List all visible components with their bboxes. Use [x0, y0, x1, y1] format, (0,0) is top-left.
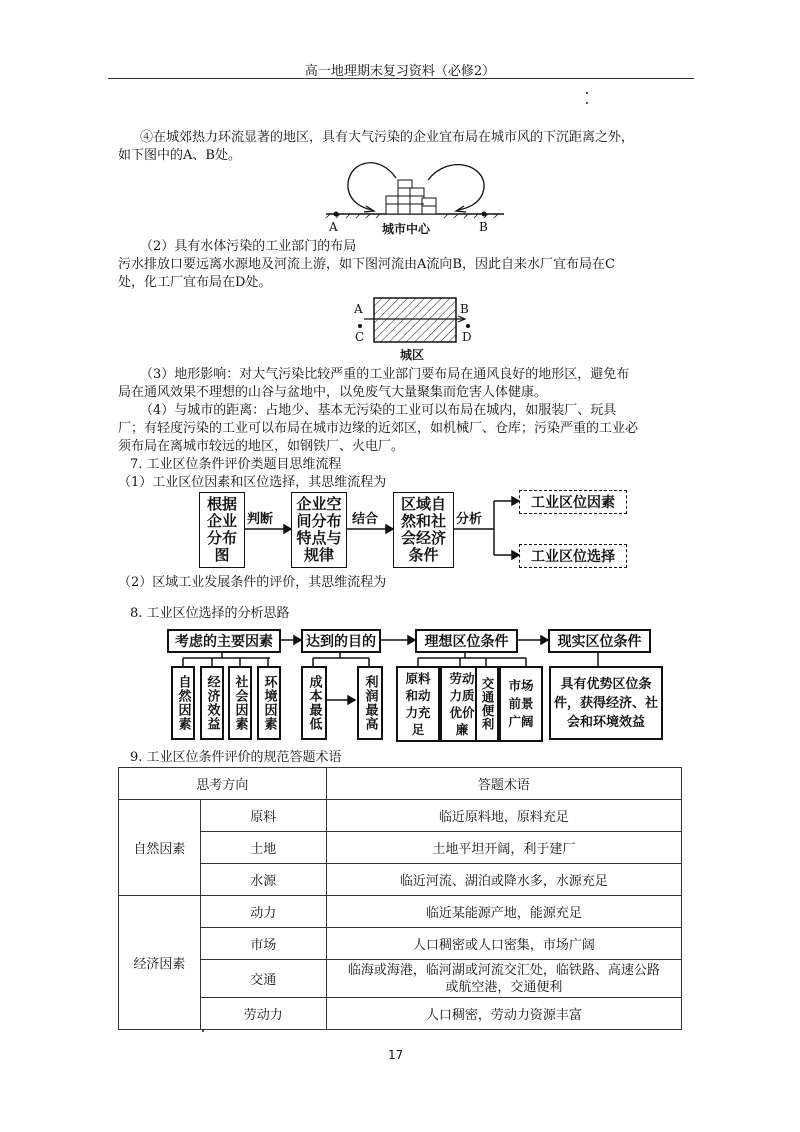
row-value: 临近某能源产地，能源充足 — [326, 896, 681, 928]
box-line: 前景 — [508, 696, 534, 711]
goal-min-cost: 成本最低 — [301, 666, 327, 740]
row-value: 临近原料地，原料充足 — [326, 800, 681, 832]
box-line: 区域自 — [400, 495, 446, 513]
box-line: 优价 — [449, 705, 475, 720]
paragraph-line: 厂；有轻度污染的工业可以布局在城市边缘的近郊区，如机械厂、仓库；污染严重的工业必 — [118, 421, 639, 436]
paragraph-line: 处，化工厂宜布局在D处。 — [118, 275, 272, 290]
box-line: 件，获得经济、社 — [553, 695, 658, 711]
box-line: 根据 — [206, 495, 237, 513]
box-line: 劳动 — [449, 671, 475, 686]
row-key: 土地 — [200, 832, 326, 864]
label-a: A — [354, 302, 363, 316]
box-line: 规律 — [303, 546, 334, 564]
box-line: 原料 — [405, 671, 431, 686]
table-row — [119, 864, 682, 896]
box-line: 企业空 — [296, 495, 342, 513]
table-row — [119, 928, 682, 960]
page-header: 高一地理期末复习资料（必修2） — [304, 64, 496, 79]
row-key: 劳动力 — [200, 998, 326, 1030]
section-title: 7. 工业区位条件评价类题目思维流程 — [130, 457, 342, 472]
label-b: B — [479, 220, 488, 234]
row-value-line: 或航空港，交通便利 — [445, 979, 563, 995]
group-natural: 自然因素 — [119, 800, 201, 896]
table-row — [119, 896, 682, 928]
table-row — [119, 832, 682, 864]
box-line: 企业 — [206, 512, 237, 530]
flow2-header-ideal: 理想区位条件 — [415, 629, 518, 653]
flow2-header-goal: 达到的目的 — [301, 629, 381, 653]
label-c: C — [355, 330, 365, 344]
factor-natural: 自然因素 — [171, 666, 195, 740]
paragraph-line: 污水排放口要远离水源地及河流上游，如下图河流由A流向B，因此自来水厂宜布局在C — [118, 257, 615, 272]
box-line: 力充 — [405, 705, 431, 720]
table-header-row — [119, 768, 682, 800]
flow2-header-factors: 考虑的主要因素 — [167, 629, 281, 653]
arrow-label: 结合 — [352, 512, 379, 527]
box-line: 力质 — [449, 688, 475, 703]
box-line: 会经济 — [400, 529, 446, 547]
row-value-line: 临海或海港，临河湖或河流交汇处，临铁路、高速公路 — [347, 962, 660, 978]
arrow-label: 分析 — [456, 512, 483, 527]
box-line: 足 — [411, 722, 425, 737]
flow1-out-factors: 工业区位因素 — [519, 490, 627, 514]
box-line: 市场 — [508, 678, 534, 693]
box-line: 分布 — [206, 529, 237, 547]
label-a: A — [329, 220, 338, 234]
box-line: 具有优势区位条 — [560, 676, 652, 692]
table-header-terms: 答题术语 — [326, 768, 681, 800]
flow1-out-choice: 工业区位选择 — [519, 544, 627, 568]
box-line: 广阔 — [508, 714, 534, 729]
city-area-label: 城区 — [400, 348, 425, 362]
paragraph-line: 如下图中的A、B处。 — [118, 148, 241, 163]
page-number: 17 — [388, 1048, 404, 1062]
row-value: 人口稠密或人口密集，市场广阔 — [326, 928, 681, 960]
ideal-transport: 交通便利 — [475, 666, 499, 742]
row-value: 临近河流、湖泊或降水多，水源充足 — [326, 864, 681, 896]
row-key: 交通 — [200, 960, 326, 998]
box-line: 和动 — [405, 688, 431, 703]
goal-max-profit: 利润最高 — [357, 666, 383, 740]
subsection-title: （1）工业区位因素和区位选择，其思维流程为 — [118, 475, 387, 490]
section-title: 9. 工业区位条件评价的规范答题术语 — [130, 750, 342, 765]
row-key: 水源 — [200, 864, 326, 896]
row-key: 原料 — [200, 800, 326, 832]
box-line: 间分布 — [296, 512, 342, 530]
box-line: 条件 — [408, 546, 439, 564]
row-value: 土地平坦开阔，利于建厂 — [326, 832, 681, 864]
table-row — [119, 998, 682, 1030]
section-title: （2）具有水体污染的工业部门的布局 — [140, 239, 357, 254]
factor-social: 社会因素 — [228, 666, 252, 740]
paragraph-line: ④在城郊热力环流显著的地区，具有大气污染的企业宜布局在城市风的下沉距离之外， — [140, 130, 635, 145]
flow2-header-real: 现实区位条件 — [548, 629, 651, 653]
label-d: D — [462, 330, 472, 344]
paragraph-line: （4）与城市的距离：占地少、基本无污染的工业可以布局在城内，如服装厂、玩具 — [140, 403, 617, 418]
table-row — [119, 800, 682, 832]
speck — [202, 1030, 204, 1032]
box-line: 图 — [214, 546, 230, 564]
paragraph-line: 局在通风效果不理想的山谷与盆地中，以免废气大量聚集而危害人体健康。 — [118, 385, 548, 400]
row-value: 人口稠密，劳动力资源丰富 — [326, 998, 681, 1030]
paragraph-line: 须布局在离城市较远的地区，如钢铁厂、火电厂。 — [118, 439, 405, 454]
box-line: 特点与 — [296, 529, 342, 547]
row-key: 市场 — [200, 928, 326, 960]
row-key: 动力 — [200, 896, 326, 928]
box-line: 会和环境效益 — [566, 714, 645, 730]
box-line: 廉 — [455, 722, 469, 737]
table-header-direction: 思考方向 — [119, 768, 327, 800]
arrow-label: 判断 — [247, 512, 274, 527]
paragraph-line: （3）地形影响：对大气污染比较严重的工业部门要布局在通风良好的地形区，避免布 — [140, 367, 630, 382]
terms-table — [118, 767, 682, 1030]
city-center-label: 城市中心 — [382, 222, 431, 236]
box-line: 然和社 — [400, 512, 446, 530]
ideal-raw-energy — [396, 666, 440, 742]
factor-environment: 环境因素 — [257, 666, 281, 740]
real-result — [549, 666, 663, 740]
group-economic: 经济因素 — [119, 896, 201, 1030]
table-row — [119, 960, 682, 998]
subsection-title: （2）区域工业发展条件的评价，其思维流程为 — [118, 575, 387, 590]
section-title: 8. 工业区位选择的分析思路 — [130, 606, 290, 621]
row-value — [326, 960, 681, 998]
factor-economic: 经济效益 — [200, 666, 224, 740]
ideal-market — [499, 666, 543, 742]
label-b: B — [460, 302, 469, 316]
